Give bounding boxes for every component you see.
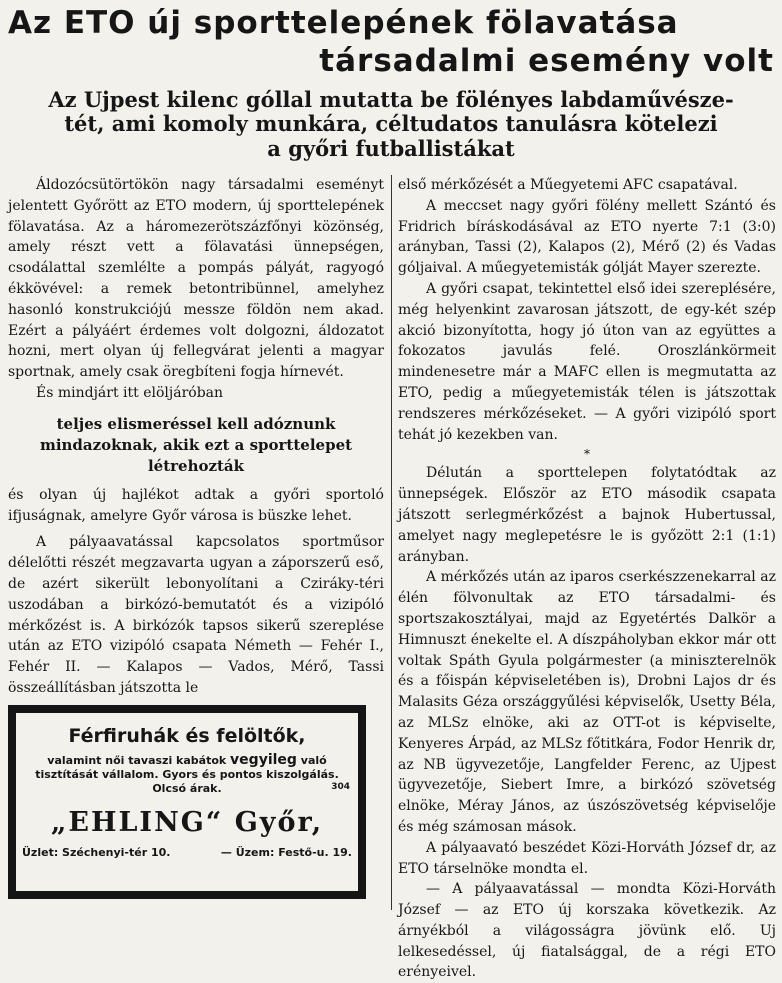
subheadline-line-3: a győri futballistákat: [267, 136, 515, 161]
section-separator-star: *: [584, 447, 590, 462]
ad-address-row: [16, 846, 358, 864]
article-paragraph: Áldozócsütörtökön nagy társadalmi eseményt jelentett Győrött az ETO modern, új sporttelepének fölavatása. Az a háromezerötszázfőnyi közönség, amely részt vett a fölavatási ünnepségen, csodálattal szemlélte a pompás pályát, ragyogó ékkövével: a remek betontribünnel, amelyhez hasonló konstrukciójú messze földön nem akad. Ezért a pályáért érdemes volt dolgozni, áldozatot hozni, mert olyan új fellegvárat jelenti a magyar sportnak, amely csak öregbíteni fogja hírnevét.: [8, 177, 384, 381]
ad-shop-address: Üzlet: Széchenyi-tér 10.: [22, 846, 171, 859]
ad-workshop-address: — Üzem: Festő-u. 19.: [220, 846, 352, 859]
article-paragraph: és olyan új hajlékot adtak a győri sportoló ifjuságnak, amelyre Győr városa is büszke lehet.: [8, 486, 384, 524]
ad-number: 304: [331, 782, 350, 792]
article-paragraph: És mindjárt itt elöljáróban: [36, 384, 224, 401]
ad-brand: „EHLING“ Győr,: [50, 807, 324, 838]
subheadline-line-2: tét, ami komoly munkára, céltudatos tanulásra kötelezi: [64, 111, 718, 136]
article-right-column: [398, 175, 776, 983]
article-paragraph: — A pályaavatással — mondta Közi-Horváth József — az ETO új korszaka következik. Az árnyékból a világosságra jövünk elő. Uj lelkesedéssel, új fiatalsággal, de a régi ETO erényeivel.: [398, 881, 776, 981]
article-left-column: [8, 175, 384, 699]
headline-line-1: Az ETO új sporttelepének fölavatása: [8, 5, 679, 41]
ad-text: [16, 753, 358, 782]
article-paragraph: A pályaavató beszédet Közi-Horváth József dr, az ETO társelnöke mondta el.: [398, 839, 776, 877]
advertisement-box: [8, 705, 366, 899]
article-paragraph: A mérkőzés után az iparos cserkészzenekarral az élén fölvonultak az ETO társadalmi- és sportszakosztályai, majd az Egyetértés Dalkör a Himnuszt énekelte el. A díszpáholyban ekkor már ott voltak Spáth Gyula polgármester (a miniszterelnök és a főispán képviseletében is), Drobni Lajos dr és Malasits Géza országgyűlési képviselők, Usetty Béla, az MLSz elnöke, aki az OTT-ot is képviselte, Kenyeres Árpád, az MLSz főtitkára, Fodor Henrik dr, az NB ügyvezetője, Langfelder Ferenc, az Ujpest ügyvezetője, Siebert Imre, a birkózó szövetség elnöke, Méray János, az úszószövetség képviselője és még számosan mások.: [398, 569, 776, 835]
ad-text-emphasis: vegyileg: [230, 752, 297, 768]
article-paragraph: A győri csapat, tekintettel első idei szereplésére, még helyenkint zavarosan játszott, de egy-két szép akció bizonyította, hogy jó úton van az együttes a fokozatos javulás felé. Oroszlánkörmeit mindenesetre már a MAFC ellen is megmutatta az ETO, pedig a műegyetemisták télen is játszottak rendszeres mérkőzéseket. — A győri vizipóló sport tehát jó kezekben van.: [398, 280, 776, 443]
column-divider: [391, 175, 392, 910]
ad-text-pre: valamint női tavaszi kabátok: [47, 754, 231, 767]
article-paragraph: első mérkőzését a Műegyetemi AFC csapatával.: [398, 177, 738, 193]
headline-line-2: társadalmi esemény volt: [319, 43, 774, 79]
article-paragraph: Délután a sporttelepen folytatódtak az ünnepségek. Először az ETO második csapata játszott serlegmérkőzést a bajnok Hubertussal, amelyet nagy meglepetésre le is győzött 2:1 (1:1) arányban.: [398, 465, 776, 565]
subheadline-line-1: Az Ujpest kilenc góllal mutatta be fölényes labdaművésze-: [48, 87, 734, 112]
article-paragraph: A pályaavatással kapcsolatos sportműsor délelőtti részét megzavarta ugyan a záporszerű eső, de azért sikerült lebonyolítani a Cziráky-téri uszodában a birkózó-bemutatót és a vizipóló mérkőzést is. A birkózók tapsos sikerű szereplése után az ETO vizipóló csapata Németh — Fehér I., Fehér II. — Kalapos — Vados, Mérő, Tassi összeállításban játszotta le: [8, 534, 384, 696]
article-paragraph: A meccset nagy győri fölény mellett Szántó és Fridrich bíráskodásával az ETO nyerte 7:1 (3:0) arányban, Tassi (2), Kalapos (2), Mérő (2) és Vadas góljaival. A műegyetemisták gólját Mayer szerezte.: [398, 197, 776, 277]
ad-price-row: [16, 782, 358, 798]
ad-text-post: való tisztítását vállalom. Gyors és pontos kiszolgálás.: [35, 754, 339, 781]
bold-statement: teljes elismeréssel kell adóznunk mindazoknak, akik ezt a sporttelepet létrehozták: [39, 414, 353, 475]
ad-cheap-prices: Olcsó árak.: [152, 782, 222, 795]
ad-title: Férfiruhák és felöltők,: [68, 725, 306, 747]
